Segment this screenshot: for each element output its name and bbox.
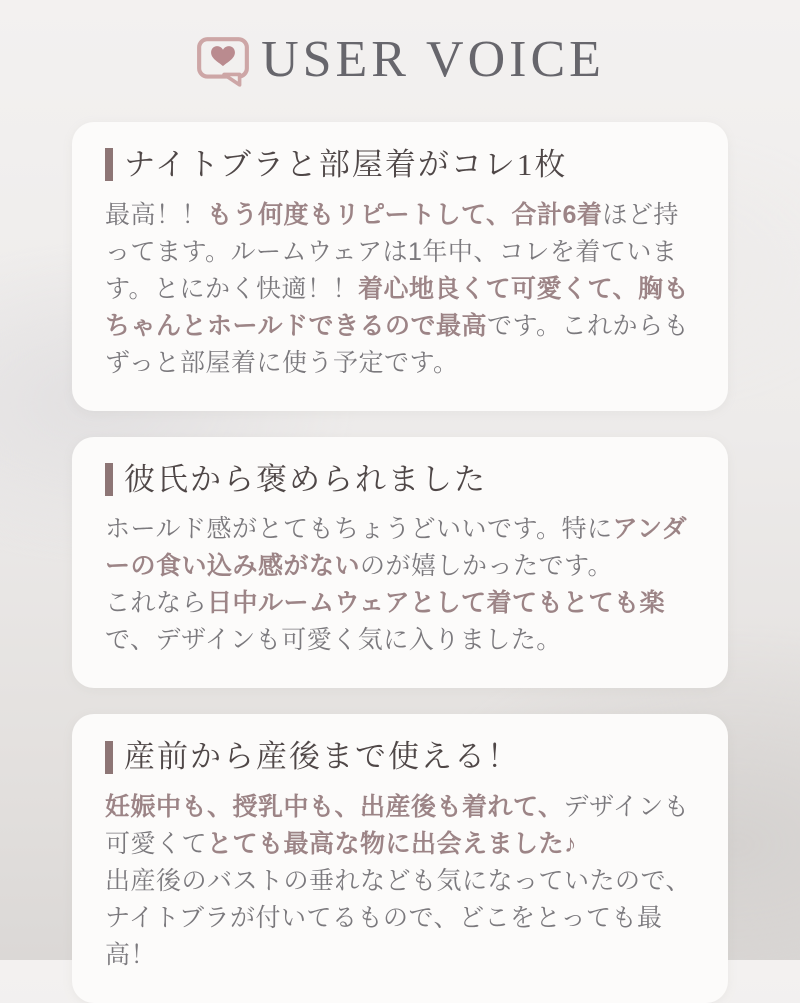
review-body bbox=[105, 789, 695, 974]
review-title-text: 彼氏から褒められました bbox=[124, 461, 487, 497]
review-body bbox=[105, 197, 695, 382]
highlighted-text: 日中ルームウェアとして着てもとても楽 bbox=[207, 589, 666, 618]
review-body bbox=[105, 511, 695, 659]
title-accent-bar bbox=[105, 741, 113, 774]
review-card bbox=[72, 437, 728, 689]
highlighted-text: アンダーの食い込み感がない bbox=[105, 515, 688, 581]
review-card bbox=[72, 122, 728, 411]
review-title bbox=[105, 739, 695, 775]
highlighted-text: 妊娠中も、授乳中も、出産後も着れて、 bbox=[105, 792, 564, 821]
body-text: ホールド感がとてもちょうどいいです。特に bbox=[105, 515, 613, 544]
title-accent-bar bbox=[105, 148, 113, 181]
highlighted-text: とても最高な物に出会えました♪ bbox=[207, 829, 578, 858]
body-text: これなら bbox=[105, 589, 208, 618]
heart-speech-bubble-icon bbox=[195, 31, 251, 89]
title-accent-bar bbox=[105, 463, 113, 496]
review-title bbox=[105, 147, 695, 183]
body-text: デザインも可愛くて bbox=[105, 792, 690, 858]
body-text: 出産後のバストの垂れなども気になっていたので、ナイトブラが付いてるもので、どこをとっても最高！ bbox=[105, 866, 692, 969]
highlighted-text: もう何度もリピートして、合計6着 bbox=[207, 200, 603, 229]
review-title-text: ナイトブラと部屋着がコレ1枚 bbox=[124, 147, 568, 182]
body-text: ほど持ってます。ルームウェアは1年中、コレを着ています。とにかく快適！！ bbox=[105, 200, 679, 303]
body-text: で、デザインも可愛く気に入りました。 bbox=[105, 626, 562, 655]
review-title-text: 産前から産後まで使える！ bbox=[124, 739, 520, 775]
body-text: 最高！！ bbox=[105, 200, 208, 229]
section-title: USER VOICE bbox=[261, 31, 605, 88]
body-text: のが嬉しかったです。 bbox=[360, 552, 614, 581]
body-text: です。これからもずっと部屋着に使う予定です。 bbox=[105, 311, 690, 377]
review-title bbox=[105, 462, 695, 498]
review-list bbox=[0, 122, 800, 1003]
section-header bbox=[0, 22, 800, 98]
highlighted-text: 着心地良くて可愛くて、胸もちゃんとホールドできるので最高 bbox=[105, 274, 690, 340]
